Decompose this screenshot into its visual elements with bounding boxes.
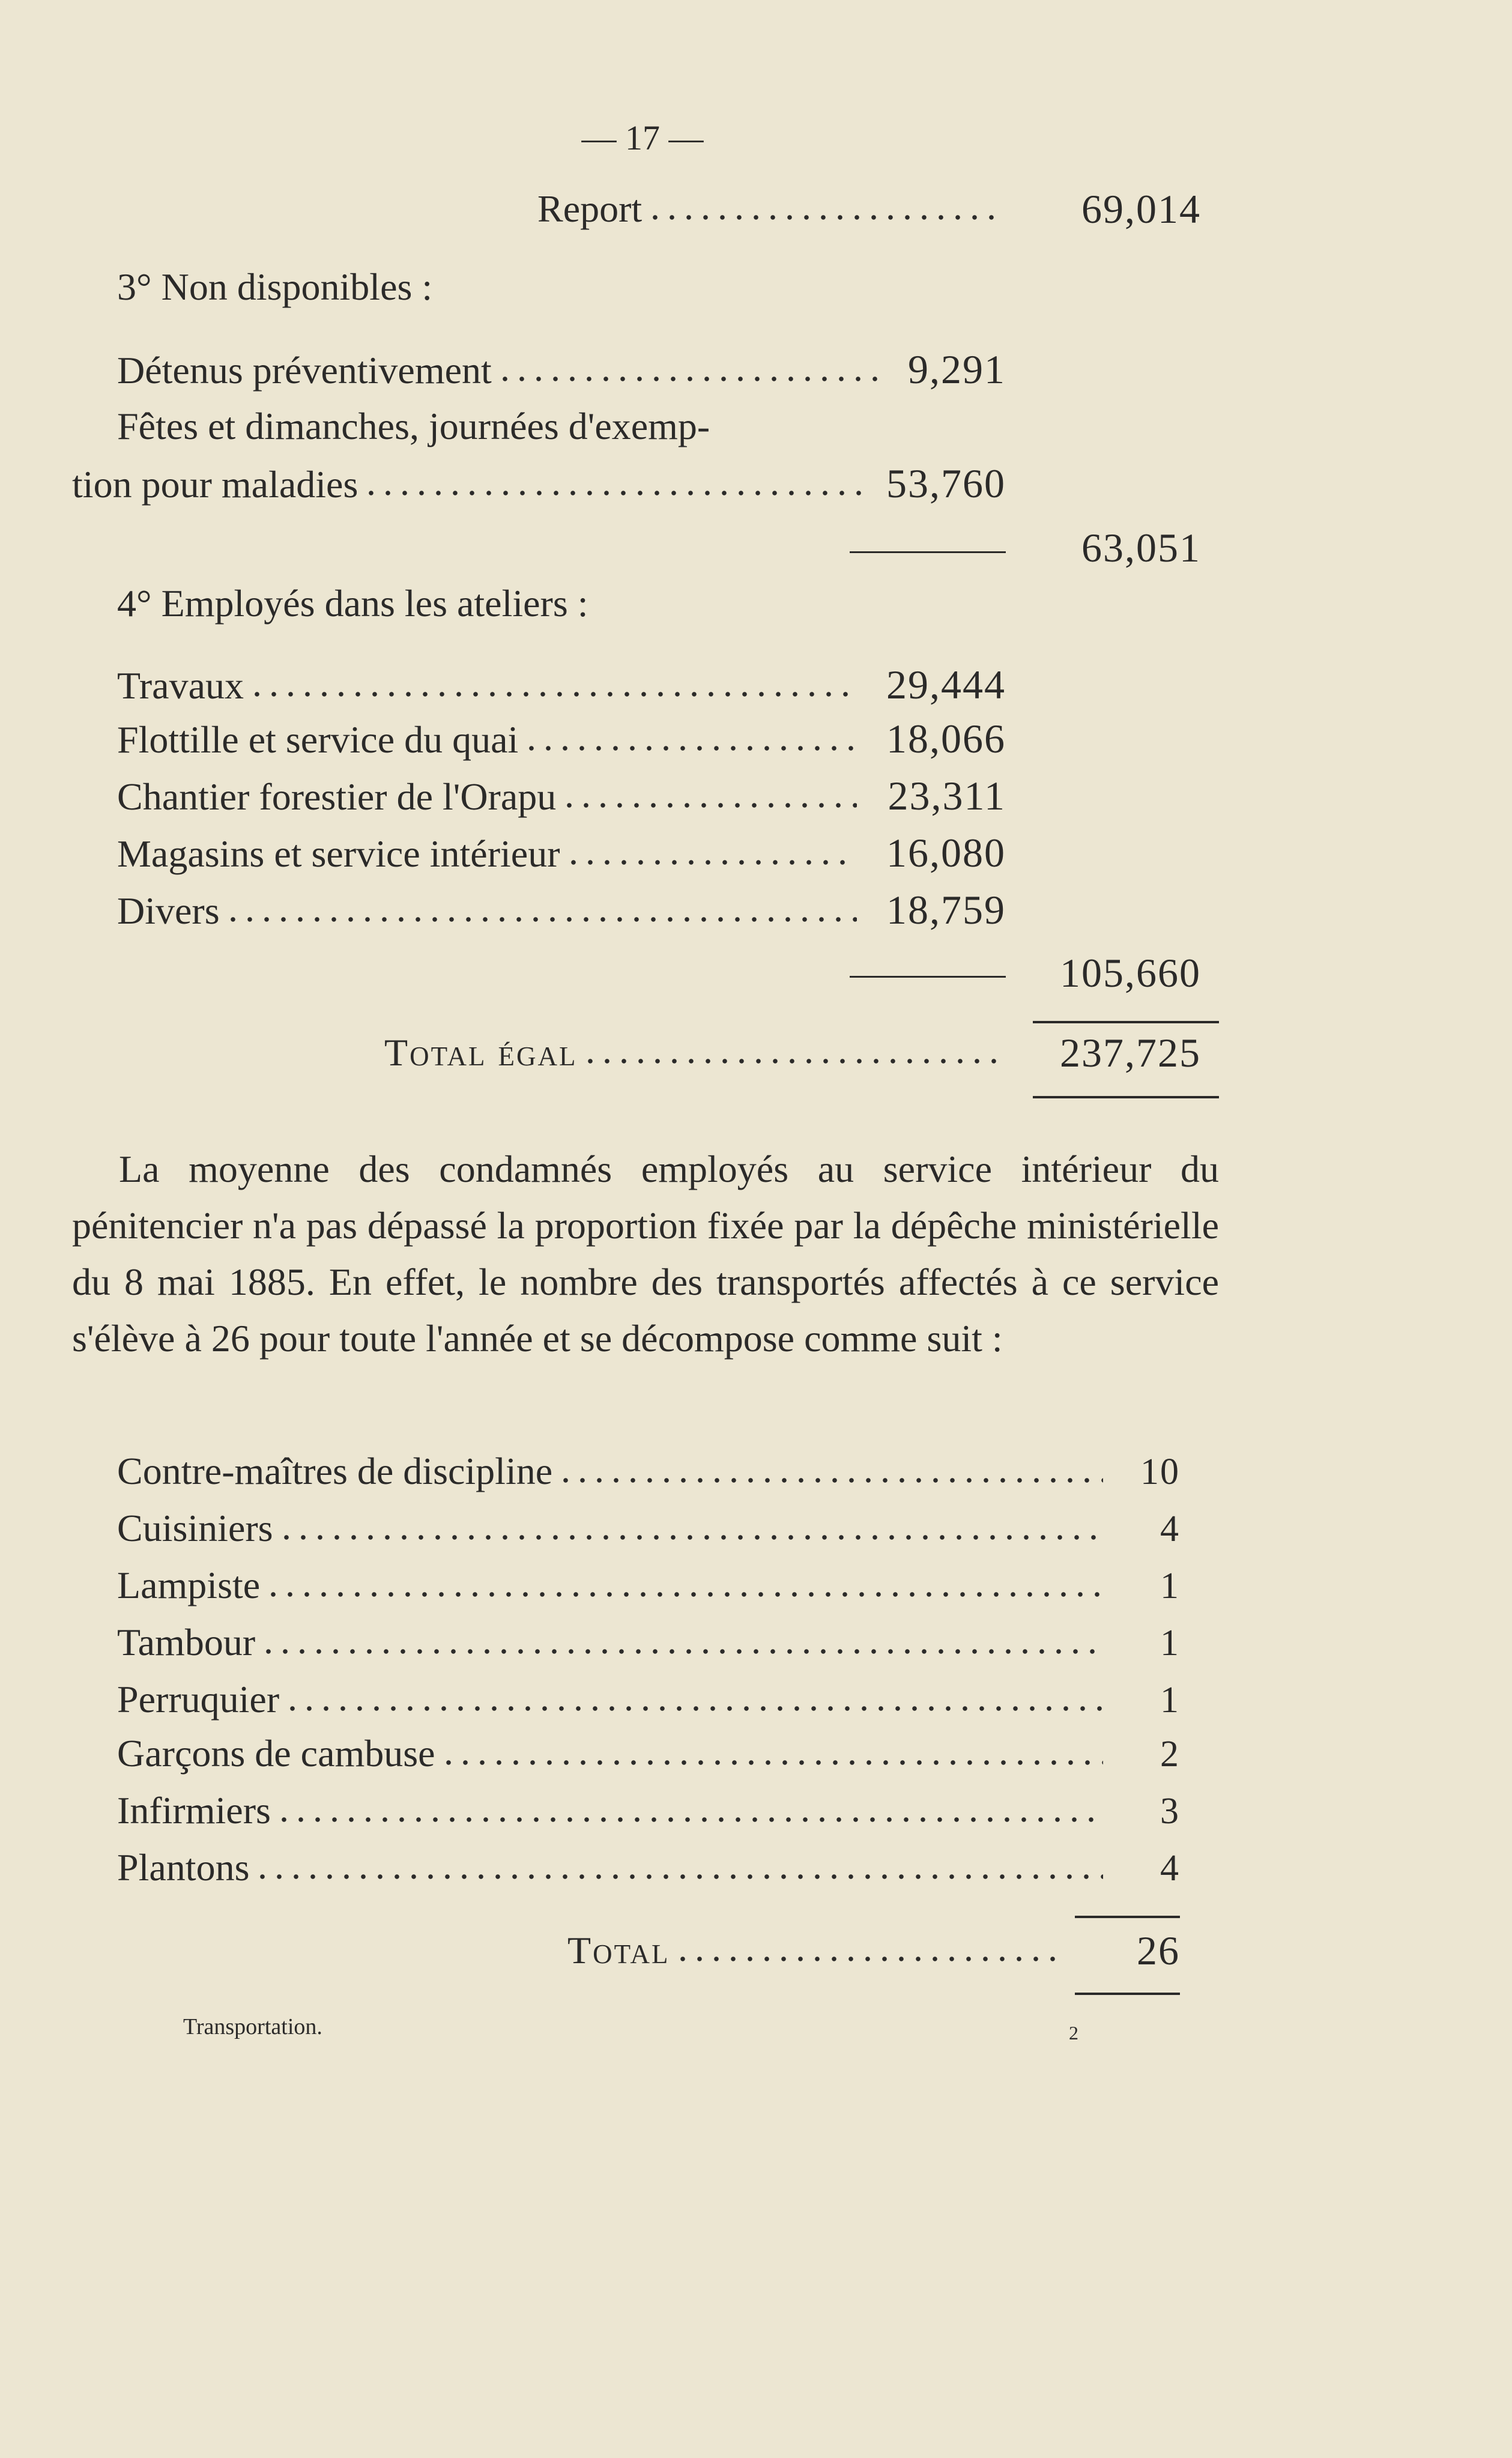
item-label: tion pour maladies (72, 463, 358, 506)
leader-dots (497, 377, 887, 381)
staff-value: 10 (1140, 1451, 1180, 1492)
report-row (537, 185, 1003, 233)
leader-dots (276, 1817, 1103, 1822)
total-top-rule (1033, 1021, 1219, 1023)
staff-label: Garçons de cambuse (117, 1732, 435, 1775)
item-value: 9,291 (908, 347, 1006, 392)
staff-label: Lampiste (117, 1564, 261, 1606)
staff-total-value: 26 (1137, 1928, 1180, 1973)
leader-dots (523, 746, 857, 751)
staff-label: Contre-maîtres de discipline (117, 1450, 553, 1492)
item-value: 23,311 (888, 773, 1006, 819)
section4-item-travaux (117, 661, 1006, 710)
item-label: Chantier forestier de l'Orapu (117, 775, 557, 818)
staff-row (117, 1730, 1180, 1778)
item-label: Détenus préventivement (117, 349, 492, 392)
item-label: Divers (117, 889, 220, 932)
leader-dots (557, 1478, 1103, 1483)
staff-row (117, 1787, 1180, 1835)
total-egal-value: 237,725 (1060, 1030, 1201, 1076)
leader-dots (284, 1706, 1103, 1711)
staff-value: 4 (1160, 1509, 1180, 1549)
leader-dots (260, 1649, 1103, 1654)
staff-label: Infirmiers (117, 1789, 271, 1832)
paragraph-text: La moyenne des condamnés employés au service intérieur du pénitencier n'a pas dépassé la proportion fixée par la dépêche ministérielle du 8 mai 1885. En effet, le nombre des transportés affectés à ce service s'élève à 26 pour toute l'année et se décompose comme suit : (72, 1148, 1219, 1360)
staff-value: 1 (1160, 1680, 1180, 1721)
total-egal-label: Total égal (384, 1031, 578, 1074)
staff-total-top-rule (1075, 1916, 1180, 1918)
staff-row (117, 1675, 1180, 1724)
leader-dots (565, 860, 857, 865)
report-label: Report (537, 187, 643, 230)
staff-row (117, 1504, 1180, 1553)
leader-dots (363, 491, 869, 495)
staff-total-row (567, 1927, 1060, 1975)
item-label: Magasins et service intérieur (117, 832, 560, 875)
staff-row (117, 1561, 1180, 1610)
report-value: 69,014 (1081, 186, 1201, 232)
staff-value: 1 (1160, 1623, 1180, 1663)
leader-dots (674, 1957, 1055, 1961)
staff-total-bottom-rule (1075, 1993, 1180, 1995)
staff-label: Tambour (117, 1621, 256, 1663)
leader-dots (265, 1592, 1103, 1597)
staff-row (117, 1618, 1180, 1667)
item-value: 18,759 (886, 887, 1006, 933)
section4-item-divers (117, 886, 1006, 935)
staff-row (117, 1844, 1180, 1892)
item-value: 18,066 (886, 716, 1006, 761)
section4-item-flottille (117, 715, 1006, 764)
section4-subtotal: 105,660 (1060, 950, 1201, 996)
item-label: Flottille et service du quai (117, 718, 519, 761)
subtotal-rule (850, 976, 1006, 978)
leader-dots (647, 215, 998, 220)
section4-heading: 4° Employés dans les ateliers : (117, 582, 588, 625)
staff-label: Plantons (117, 1846, 250, 1889)
staff-value: 1 (1160, 1566, 1180, 1606)
section3-item-preventive (117, 345, 1006, 395)
section3-item-holidays (72, 459, 1006, 509)
total-egal-row (384, 1029, 1006, 1077)
subtotal-rule (850, 551, 1006, 553)
item-value: 53,760 (886, 461, 1006, 506)
item-value: 16,080 (886, 830, 1006, 876)
leader-dots (278, 1535, 1103, 1540)
staff-row (117, 1447, 1180, 1496)
section3-subtotal: 63,051 (1081, 525, 1201, 571)
section3-item2-line1: Fêtes et dimanches, journées d'exemp- (117, 405, 710, 447)
leader-dots (440, 1760, 1103, 1765)
staff-label: Perruquier (117, 1678, 280, 1721)
staff-value: 3 (1160, 1791, 1180, 1832)
leader-dots (582, 1059, 1001, 1064)
section3-heading: 3° Non disponibles : (117, 265, 433, 308)
section4-item-chantier (117, 772, 1006, 821)
staff-label: Cuisiniers (117, 1507, 273, 1549)
staff-total-label: Total (567, 1929, 670, 1972)
body-paragraph (72, 1141, 1219, 1367)
leader-dots (249, 692, 857, 697)
staff-value: 2 (1160, 1734, 1180, 1775)
page-number: — 17 — (581, 118, 704, 157)
leader-dots (561, 803, 857, 808)
leader-dots (254, 1874, 1103, 1879)
total-bottom-rule (1033, 1096, 1219, 1098)
footer-sheet-number: 2 (1069, 2022, 1078, 2044)
staff-value: 4 (1160, 1848, 1180, 1889)
section4-item-magasins (117, 829, 1006, 878)
item-label: Travaux (117, 664, 244, 707)
item-value: 29,444 (886, 662, 1006, 707)
leader-dots (225, 917, 857, 922)
footer-signature: Transportation. (183, 2014, 322, 2039)
